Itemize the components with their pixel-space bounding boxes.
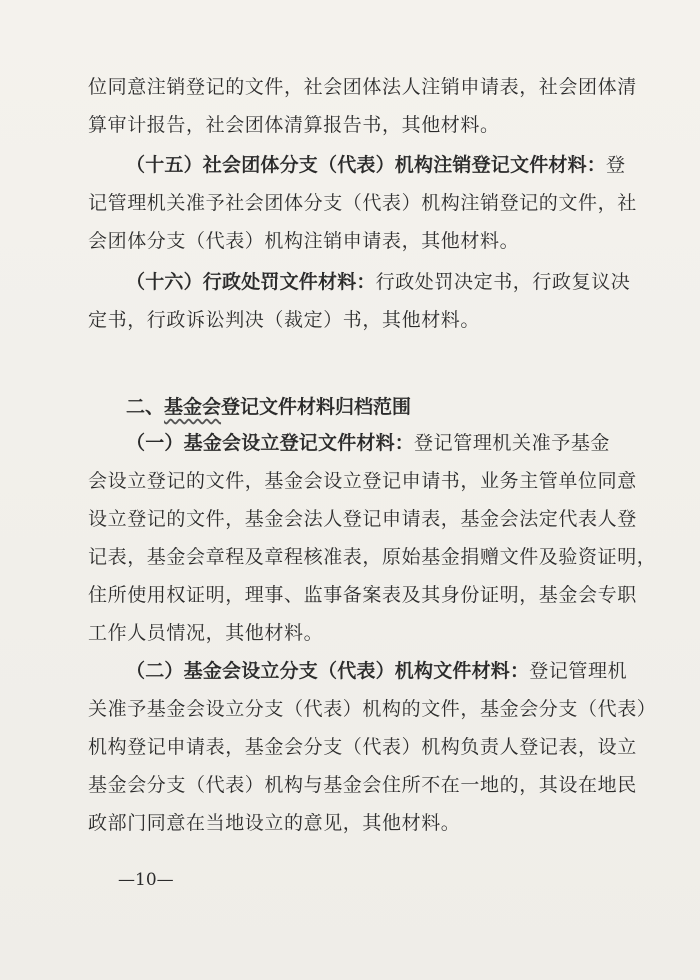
sub2-line1 <box>126 656 666 686</box>
sub1-title: （一）基金会设立登记文件材料： <box>126 432 415 454</box>
item16-line1-rest: 行政处罚决定书，行政复议决 <box>375 271 631 293</box>
text-line: 定书，行政诉讼判决（裁定）书，其他材料。 <box>88 309 481 331</box>
item15-line1 <box>126 150 666 180</box>
text-line: 基金会分支（代表）机构与基金会住所不在一地的，其设在地民 <box>88 774 637 796</box>
text-line: 位同意注销登记的文件，社会团体法人注销申请表，社会团体清 <box>88 76 637 98</box>
section-heading <box>126 392 411 422</box>
section-underlined: 基金会 <box>164 396 222 418</box>
item15-title: （十五）社会团体分支（代表）机构注销登记文件材料： <box>126 154 607 176</box>
item16-line1 <box>126 267 666 297</box>
sub2-title: （二）基金会设立分支（代表）机构文件材料： <box>126 660 530 682</box>
text-line: 会设立登记的文件，基金会设立登记申请书，业务主管单位同意 <box>88 470 637 492</box>
sub1-line1 <box>126 428 666 458</box>
text-line: 记表，基金会章程及章程核准表，原始基金捐赠文件及验资证明， <box>88 546 657 568</box>
text-line: 住所使用权证明，理事、监事备案表及其身份证明，基金会专职 <box>88 584 637 606</box>
text-line: 机构登记申请表，基金会分支（代表）机构负责人登记表，设立 <box>88 736 637 758</box>
item15-line1-rest: 登 <box>606 154 626 176</box>
sub2-line1-rest: 登记管理机 <box>529 660 628 682</box>
text-line: 关准予基金会设立分支（代表）机构的文件，基金会分支（代表） <box>88 698 657 720</box>
page-number: —10— <box>118 870 174 890</box>
text-line: 设立登记的文件，基金会法人登记申请表，基金会法定代表人登 <box>88 508 637 530</box>
sub1-line1-rest: 登记管理机关准予基金 <box>414 432 611 454</box>
item16-title: （十六）行政处罚文件材料： <box>126 271 376 293</box>
text-line: 会团体分支（代表）机构注销申请表，其他材料。 <box>88 230 520 252</box>
section-prefix: 二、 <box>126 396 165 418</box>
text-line: 工作人员情况，其他材料。 <box>88 622 324 644</box>
text-line: 算审计报告，社会团体清算报告书，其他材料。 <box>88 114 500 136</box>
text-line: 政部门同意在当地设立的意见，其他材料。 <box>88 812 461 834</box>
section-rest: 登记文件材料归档范围 <box>221 396 412 418</box>
text-line: 记管理机关准予社会团体分支（代表）机构注销登记的文件，社 <box>88 192 637 214</box>
